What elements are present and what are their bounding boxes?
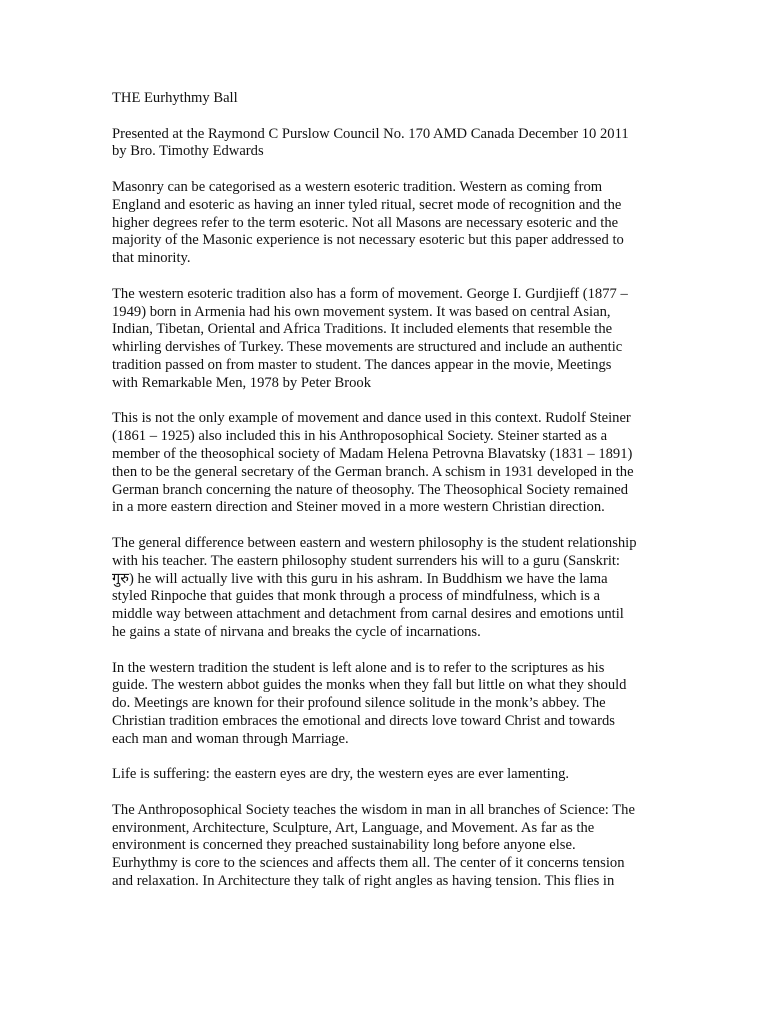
- text-line: member of the theosophical society of Madam Helena Petrovna Blavatsky (1831 – 1891): [112, 445, 633, 462]
- text-line: The general difference between eastern and western philosophy is the student relationship: [112, 534, 637, 551]
- text-line: German branch concerning the nature of theosophy. The Theosophical Society remained: [112, 481, 629, 498]
- text-line: Life is suffering: the eastern eyes are dry, the western eyes are ever lamenting.: [112, 766, 570, 783]
- text-line: (1861 – 1925) also included this in his Anthroposophical Society. Steiner started as a: [112, 428, 608, 445]
- text-line: Indian, Tibetan, Oriental and Africa Traditions. It included elements that resemble the: [112, 321, 613, 338]
- text-line: environment, Architecture, Sculpture, Art, Language, and Movement. As far as the: [112, 819, 595, 836]
- text-line: England and esoteric as having an inner tyled ritual, secret mode of recognition and the: [112, 196, 622, 213]
- text-line: Eurhythmy is core to the sciences and affects them all. The center of it concerns tension: [112, 855, 625, 872]
- paragraph-western-tradition: [112, 660, 660, 749]
- text-line: Presented at the Raymond C Purslow Council No. 170 AMD Canada December 10 2011: [112, 125, 629, 142]
- text-line: Masonry can be categorised as a western esoteric tradition. Western as coming from: [112, 178, 603, 195]
- text-line: In the western tradition the student is left alone and is to refer to the scriptures as his: [112, 659, 605, 676]
- text-line: whirling dervishes of Turkey. These movements are structured and include an authentic: [112, 339, 623, 356]
- text-line: guide. The western abbot guides the monks when they fall but little on what they should: [112, 677, 627, 694]
- text-line: each man and woman through Marriage.: [112, 730, 349, 747]
- paragraph-life-suffering: [112, 766, 660, 784]
- text-line: 1949) born in Armenia had his own movement system. It was based on central Asian,: [112, 303, 611, 320]
- paragraph-gurdjieff: [112, 286, 660, 393]
- text-line: The Anthroposophical Society teaches the wisdom in man in all branches of Science: The: [112, 801, 635, 818]
- paragraph-presentation-info: [112, 126, 660, 162]
- text-line: This is not the only example of movement and dance used in this context. Rudolf Steiner: [112, 410, 631, 427]
- text-line: and relaxation. In Architecture they talk of right angles as having tension. This flies in: [112, 873, 615, 890]
- text-line: middle way between attachment and detachment from carnal desires and emotions until: [112, 606, 624, 623]
- paragraph-masonry: [112, 179, 660, 268]
- text-line: with Remarkable Men, 1978 by Peter Brook: [112, 374, 371, 391]
- text-line: that minority.: [112, 250, 191, 267]
- text-line: higher degrees refer to the term esoteric. Not all Masons are necessary esoteric and the: [112, 214, 619, 231]
- text-line: in a more eastern direction and Steiner moved in a more western Christian direction.: [112, 499, 605, 516]
- text-line: The western esoteric tradition also has a form of movement. George I. Gurdjieff (1877 –: [112, 285, 628, 302]
- text-line: with his teacher. The eastern philosophy student surrenders his will to a guru (Sanskrit:: [112, 552, 620, 569]
- document-title: THE Eurhythmy Ball: [112, 90, 238, 106]
- text-line: do. Meetings are known for their profound silence solitude in the monk’s abbey. The: [112, 695, 606, 712]
- text-line: गुरु) he will actually live with this guru in his ashram. In Buddhism we have the lama: [112, 570, 608, 587]
- document-body: [112, 90, 660, 909]
- paragraph-anthroposophical: [112, 802, 660, 891]
- paragraph-steiner: [112, 410, 660, 517]
- text-line: majority of the Masonic experience is not necessary esoteric but this paper addressed to: [112, 232, 624, 249]
- text-line: he gains a state of nirvana and breaks the cycle of incarnations.: [112, 623, 481, 640]
- text-line: Christian tradition embraces the emotional and directs love toward Christ and towards: [112, 712, 615, 729]
- text-line: then to be the general secretary of the German branch. A schism in 1931 developed in the: [112, 463, 634, 480]
- text-line: styled Rinpoche that guides that monk through a process of mindfulness, which is a: [112, 588, 600, 605]
- text-line: environment is concerned they preached sustainability long before anyone else.: [112, 837, 576, 854]
- text-line: tradition passed on from master to student. The dances appear in the movie, Meetings: [112, 356, 612, 373]
- text-line: by Bro. Timothy Edwards: [112, 143, 264, 160]
- paragraph-eastern-western: [112, 535, 660, 642]
